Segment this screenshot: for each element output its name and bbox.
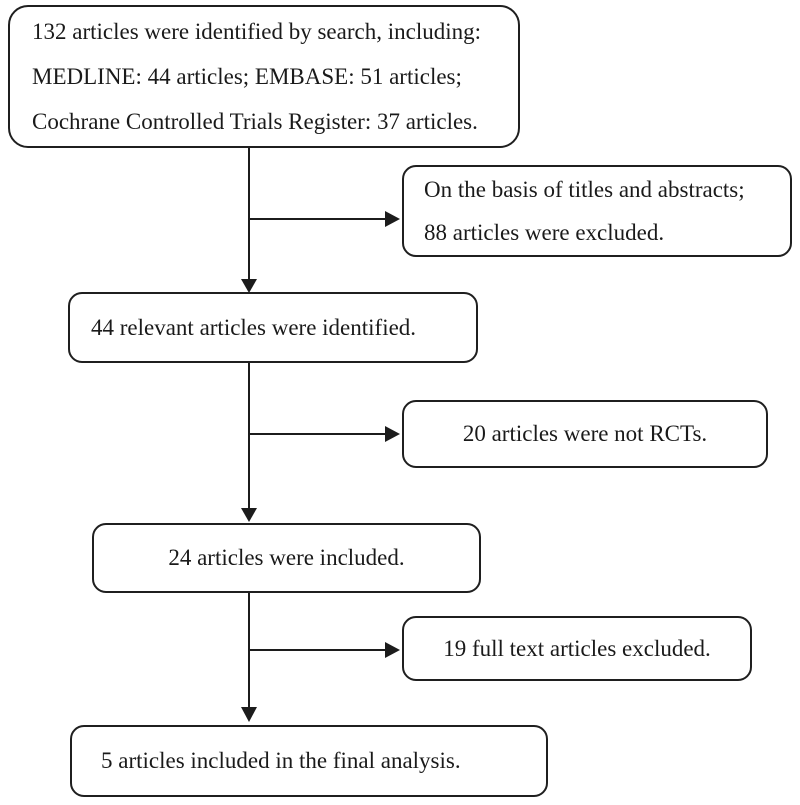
flow-box-identified (8, 5, 520, 148)
flow-box-line: 5 articles included in the final analysis. (101, 748, 461, 773)
flow-box-line: 24 articles were included. (168, 545, 405, 570)
flow-box-line: On the basis of titles and abstracts; (424, 177, 745, 202)
flow-box-line: MEDLINE: 44 articles; EMBASE: 51 articles; (32, 64, 462, 89)
arrowhead-down-3 (241, 707, 257, 722)
flow-box-relevant-identified (68, 292, 478, 363)
flow-box-fulltext-excluded (402, 616, 752, 681)
flow-box-line: Cochrane Controlled Trials Register: 37 articles. (32, 109, 478, 134)
flow-box-excluded-titles-abstracts (402, 165, 792, 257)
flow-box-final-analysis (70, 725, 548, 797)
flow-box-not-rcts (402, 400, 768, 468)
arrowhead-right-3 (385, 642, 400, 658)
flow-box-included (92, 523, 481, 593)
flow-box-line: 20 articles were not RCTs. (462, 421, 708, 446)
arrowhead-right-1 (385, 211, 400, 227)
arrowhead-down-2 (241, 508, 257, 522)
flow-box-line: 132 articles were identified by search, including: (32, 19, 481, 44)
arrowhead-down-1 (241, 279, 257, 293)
flow-box-line: 88 articles were excluded. (424, 220, 665, 245)
flow-box-line: 44 relevant articles were identified. (91, 314, 417, 340)
flow-box-line: 19 full text articles excluded. (443, 635, 711, 661)
arrowhead-right-2 (385, 426, 400, 442)
